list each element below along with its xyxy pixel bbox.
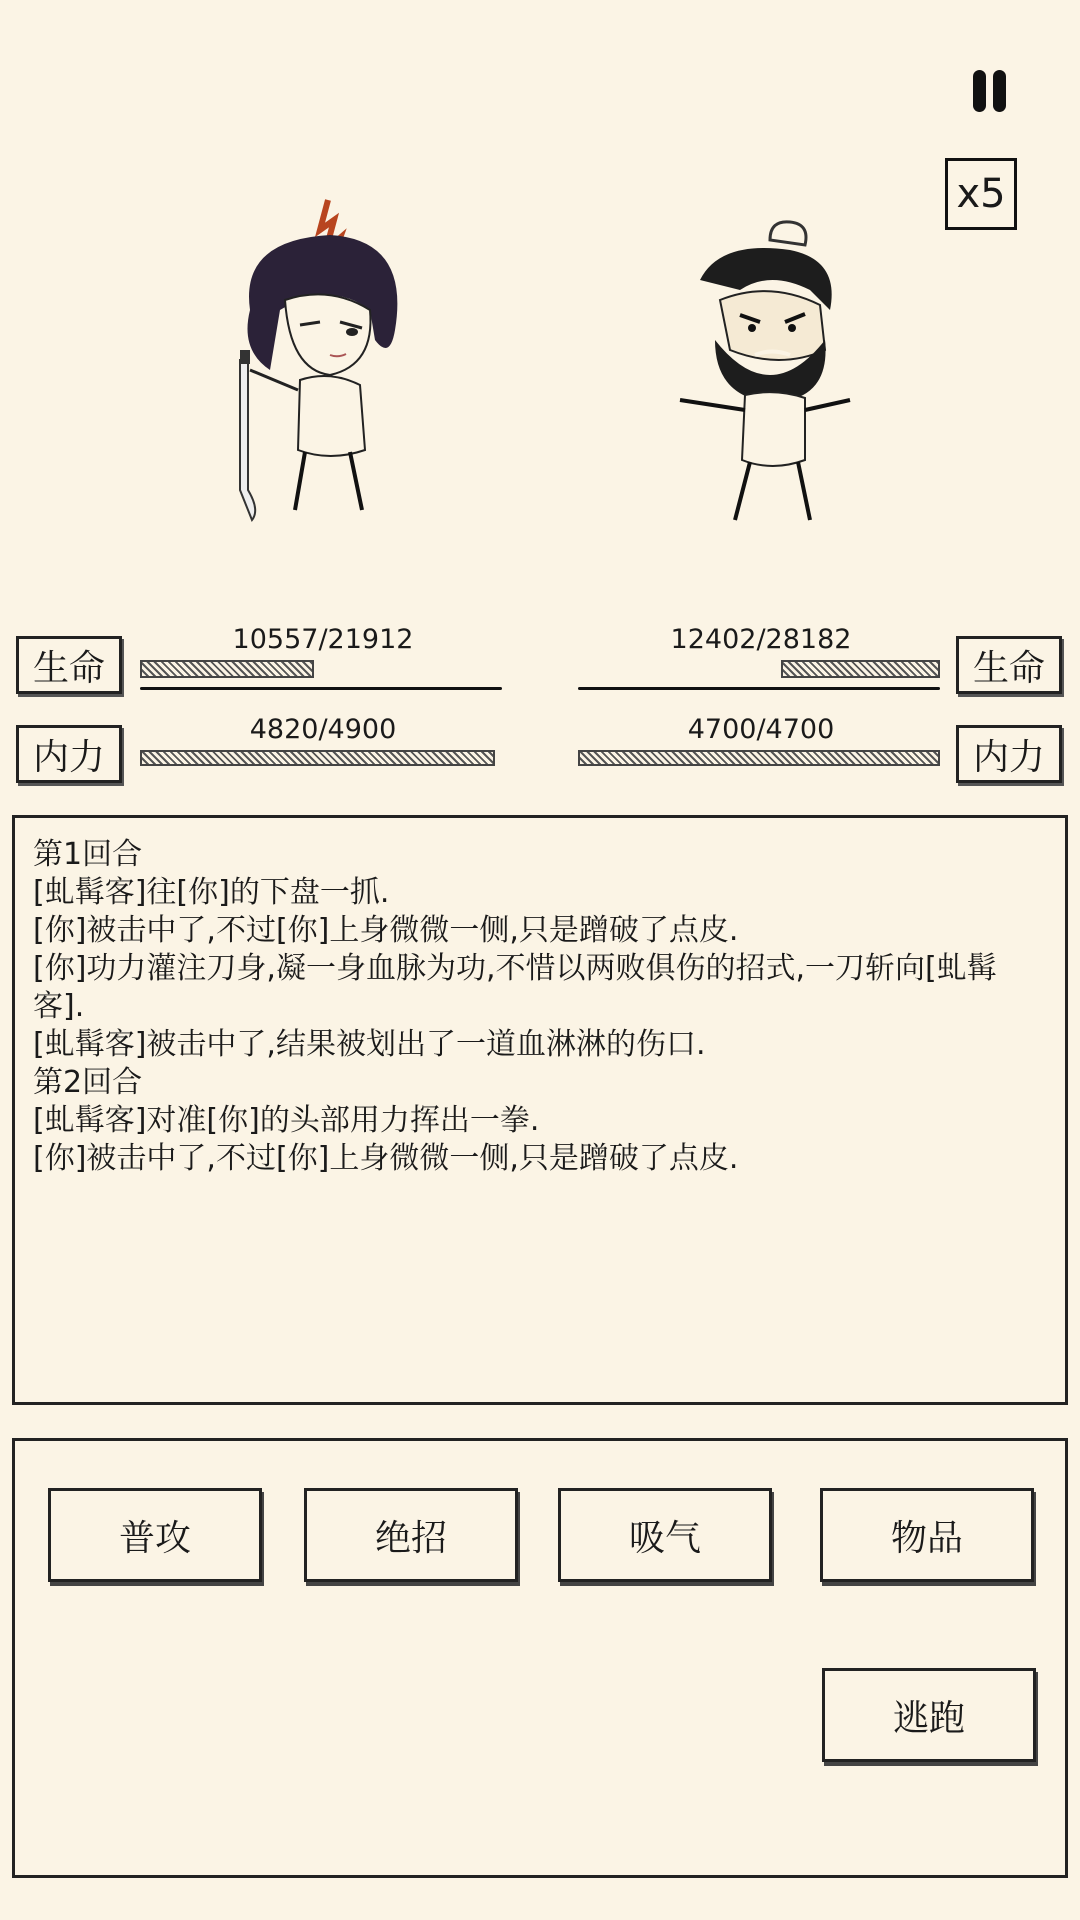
enemy-hp-bar <box>578 660 940 678</box>
speed-toggle-button[interactable]: x5 <box>945 158 1017 230</box>
log-line: [你]功力灌注刀身,凝一身血脉为功,不惜以两败俱伤的招式,一刀斩向[虬髯客]. <box>33 951 997 1024</box>
enemy-character <box>660 210 920 570</box>
ultimate-button[interactable]: 绝招 <box>304 1488 518 1582</box>
player-hp-label: 生命 <box>16 636 122 694</box>
player-mp-value: 4820/4900 <box>249 714 397 745</box>
enemy-mp-label: 内力 <box>956 725 1062 783</box>
enemy-mp-value: 4700/4700 <box>687 714 835 745</box>
log-line: [你]被击中了,不过[你]上身微微一侧,只是蹭破了点皮. <box>33 913 739 948</box>
log-line: 第1回合 <box>33 837 143 872</box>
attack-button[interactable]: 普攻 <box>48 1488 262 1582</box>
pause-button[interactable] <box>964 68 1014 118</box>
player-mp-label: 内力 <box>16 725 122 783</box>
player-mp-bar <box>140 750 502 768</box>
enemy-hp-label: 生命 <box>956 636 1062 694</box>
log-line: [你]被击中了,不过[你]上身微微一侧,只是蹭破了点皮. <box>33 1141 739 1176</box>
log-line: 第2回合 <box>33 1065 143 1100</box>
enemy-mp-bar <box>578 750 940 768</box>
items-button[interactable]: 物品 <box>820 1488 1034 1582</box>
player-character <box>200 190 460 550</box>
log-line: [虬髯客]往[你]的下盘一抓. <box>33 875 390 910</box>
enemy-hp-value: 12402/28182 <box>670 624 852 655</box>
player-hp-value: 10557/21912 <box>232 624 414 655</box>
player-hp-bar <box>140 660 502 678</box>
battle-log[interactable] <box>12 815 1068 1405</box>
log-line: [虬髯客]对准[你]的头部用力挥出一拳. <box>33 1103 540 1138</box>
log-line: [虬髯客]被击中了,结果被划出了一道血淋淋的伤口. <box>33 1027 706 1062</box>
flee-button[interactable]: 逃跑 <box>822 1668 1036 1762</box>
breathe-button[interactable]: 吸气 <box>558 1488 772 1582</box>
